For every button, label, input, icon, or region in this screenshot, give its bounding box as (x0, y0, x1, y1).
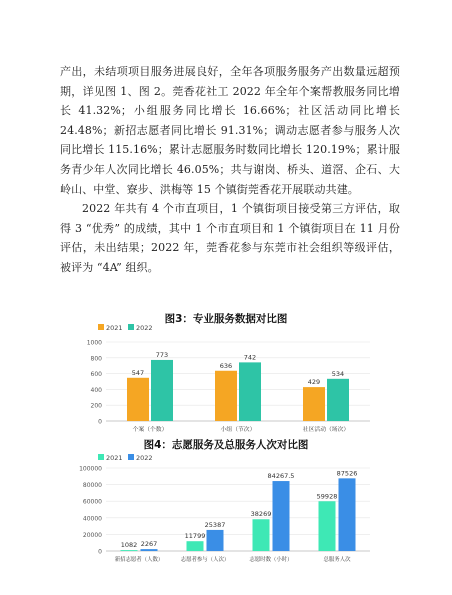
legend-label-2021: 2021 (106, 324, 123, 332)
bar-2021-2 (303, 387, 325, 421)
bar-2022-1 (239, 362, 261, 421)
data-label: 773 (155, 350, 169, 359)
y-tick-label: 60000 (82, 498, 102, 506)
bar-2022-0 (151, 360, 173, 421)
data-label: 25387 (204, 520, 226, 529)
bar-2021-0 (121, 550, 138, 551)
y-tick-label: 1000 (86, 339, 102, 347)
category-label: 个案（个数） (132, 427, 168, 433)
y-tick-label: 0 (98, 418, 102, 426)
chart3-title: 图3：专业服务数据对比图 (164, 313, 288, 325)
y-tick-label: 20000 (82, 531, 102, 539)
y-tick-label: 80000 (82, 482, 102, 490)
chart4-volunteer-data (70, 448, 380, 578)
data-label: 38269 (250, 510, 272, 519)
data-label: 636 (219, 361, 233, 370)
bar-2022-0 (141, 549, 158, 551)
bar-2021-1 (187, 541, 204, 551)
y-tick-label: 600 (90, 371, 102, 379)
paragraph-2: 2022 年共有 4 个市直项目，1 个镇街项目接受第三方评估，取得 3 “优秀” 的成绩，其中 1 个市直项目和 1 个镇街项目在 11 月份评估，未出结果；2022 年，莞香花参与东莞市社会组织等级评估，被评为 “4A” 组织。 (60, 202, 400, 274)
y-tick-label: 200 (90, 402, 102, 410)
y-tick-label: 0 (98, 548, 102, 556)
legend-label-2022: 2022 (136, 454, 153, 462)
category-label: 新招志愿者（人数） (114, 557, 164, 563)
legend-swatch-2022 (128, 324, 134, 330)
category-label: 志愿时数（小时） (249, 557, 293, 563)
bar-2022-3 (339, 478, 356, 551)
category-label: 小组（节次） (220, 427, 256, 433)
y-tick-label: 400 (90, 386, 102, 394)
data-label: 59928 (316, 492, 338, 501)
bar-2021-3 (319, 501, 336, 551)
legend-swatch-2022 (128, 454, 134, 460)
bar-2022-1 (207, 530, 224, 551)
data-label: 11799 (184, 532, 206, 541)
data-label: 429 (307, 378, 321, 387)
data-label: 1082 (120, 541, 138, 550)
data-label: 547 (131, 368, 145, 377)
category-label: 社区活动（场次） (302, 427, 350, 433)
bar-2021-0 (127, 378, 149, 421)
bar-2021-1 (215, 371, 237, 421)
legend-swatch-2021 (98, 324, 104, 330)
y-tick-label: 800 (90, 355, 102, 363)
y-tick-label: 40000 (82, 515, 102, 523)
y-tick-label: 100000 (79, 465, 102, 473)
category-label: 志愿者参与（人次） (180, 557, 230, 563)
legend-label-2022: 2022 (136, 324, 153, 332)
chart3-service-data (70, 322, 380, 440)
data-label: 742 (243, 353, 257, 362)
legend-swatch-2021 (98, 454, 104, 460)
paragraph-1: 产出，未结项项目服务进展良好，全年各项服务服务产出数量远超预期，详见图 1、图 2。莞香花社工 2022 年全年个案帮教服务同比增长 41.32%；小组服务同比增长 16.66%；社区活动同比增长 24.48%；新招志愿者同比增长 91.31%；调动志愿者参与服务人次同比增长 115.16%；累计志愿服务时数同比增长 120.19%；累计服务青少年人次同比增长 46.05%；共与谢岗、桥头、道滘、企石、大岭山、中堂、寮步、洪梅等 15 个镇街莞香花开展联动共建。 (60, 65, 400, 196)
bar-2021-2 (253, 519, 270, 551)
bar-2022-2 (327, 379, 349, 421)
data-label: 87526 (336, 469, 358, 478)
data-label: 2267 (140, 540, 158, 549)
body-text (60, 62, 400, 278)
data-label: 534 (331, 369, 345, 378)
bar-2022-2 (273, 481, 290, 551)
legend-label-2021: 2021 (106, 454, 123, 462)
chart4-title: 图4：志愿服务及总服务人次对比图 (143, 439, 309, 451)
data-label: 84267.5 (267, 472, 295, 481)
category-label: 总服务人次 (323, 557, 351, 563)
